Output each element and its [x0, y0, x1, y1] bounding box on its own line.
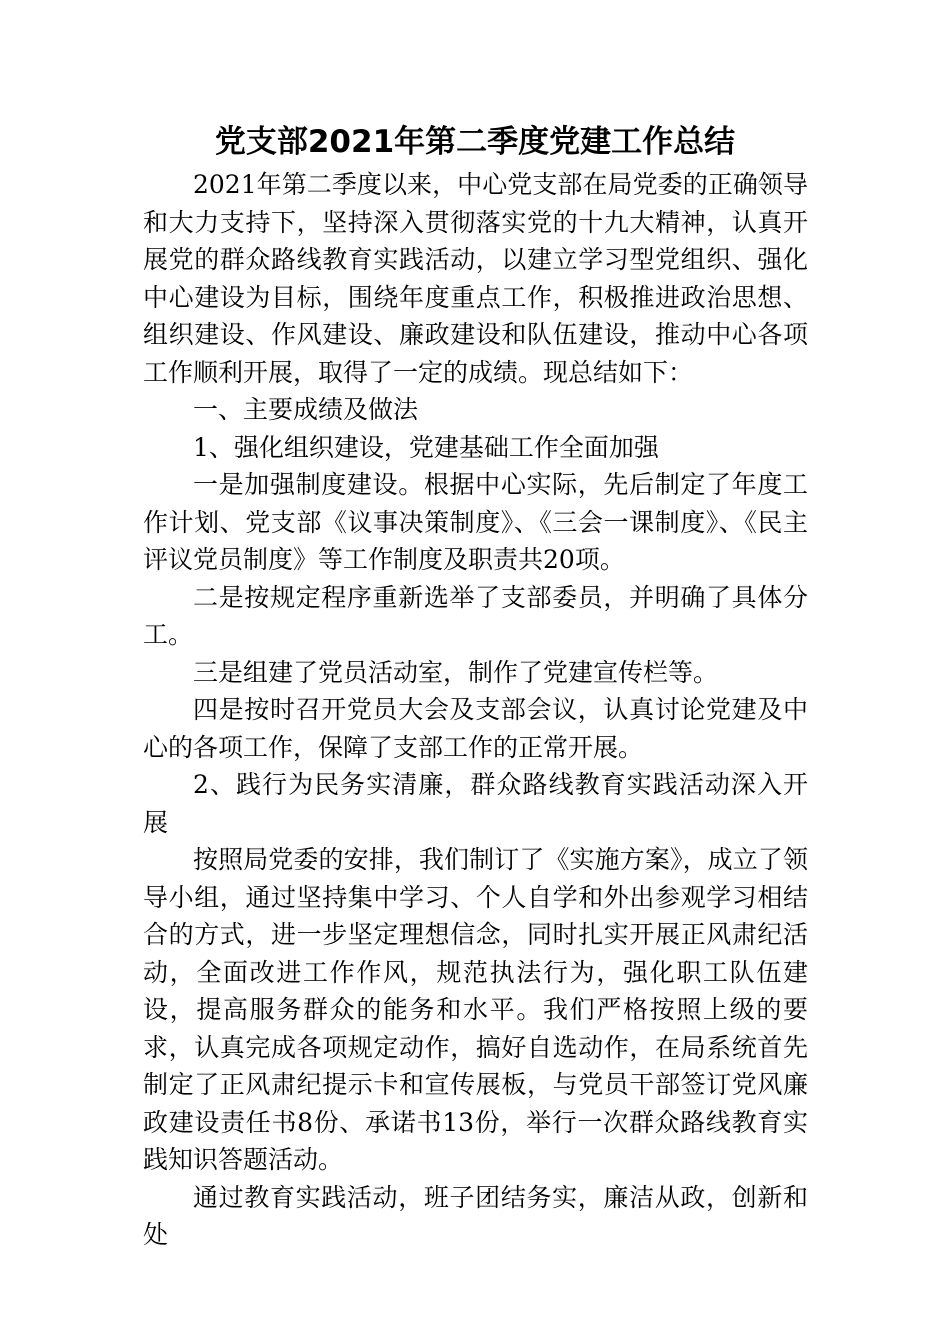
paragraph-item-1: 一是加强制度建设。根据中心实际，先后制定了年度工作计划、党支部《议事决策制度》、《三会一课制度》、《民主评议党员制度》等工作制度及职责共20项。 [143, 470, 808, 574]
paragraph-item-4: 四是按时召开党员大会及支部会议，认真讨论党建及中心的各项工作，保障了支部工作的正常开展。 [143, 695, 808, 762]
subheading-mass-line: 2、践行为民务实清廉，群众路线教育实践活动深入开展 [143, 770, 808, 837]
document-title: 党支部2021年第二季度党建工作总结 [214, 124, 736, 160]
paragraph-mass-line: 按照局党委的安排，我们制订了《实施方案》，成立了领导小组，通过坚持集中学习、个人自学和外出参观学习相结合的方式，进一步坚定理想信念，同时扎实开展正风肃纪活动，全面改进工作作风，规范执法行为，强化职工队伍建设，提高服务群众的能务和水平。我们严格按照上级的要求，认真完成各项规定动作，搞好自选动作，在局系统首先制定了正风肃纪提示卡和宣传展板，与党员干部签订党风廉政建设责任书8份、承诺书13份，举行一次群众路线教育实践知识答题活动。 [143, 845, 808, 1174]
paragraph-item-2: 二是按规定程序重新选举了支部委员，并明确了具体分工。 [143, 582, 808, 649]
document-body [143, 166, 808, 1254]
paragraph-intro: 2021年第二季度以来，中心党支部在局党委的正确领导和大力支持下，坚持深入贯彻落实党的十九大精神，认真开展党的群众路线教育实践活动，以建立学习型党组织、强化中心建设为目标，围绕年度重点工作，积极推进政治思想、组织建设、作风建设、廉政建设和队伍建设，推动中心各项工作顺利开展，取得了一定的成绩。现总结如下： [143, 170, 808, 387]
paragraph-item-3: 三是组建了党员活动室，制作了党建宣传栏等。 [193, 657, 719, 687]
section-heading-achievements: 一、主要成绩及做法 [193, 395, 419, 424]
paragraph-results: 通过教育实践活动，班子团结务实，廉洁从政，创新和处 [143, 1182, 808, 1249]
subheading-organization: 1、强化组织建设，党建基础工作全面加强 [193, 432, 659, 462]
